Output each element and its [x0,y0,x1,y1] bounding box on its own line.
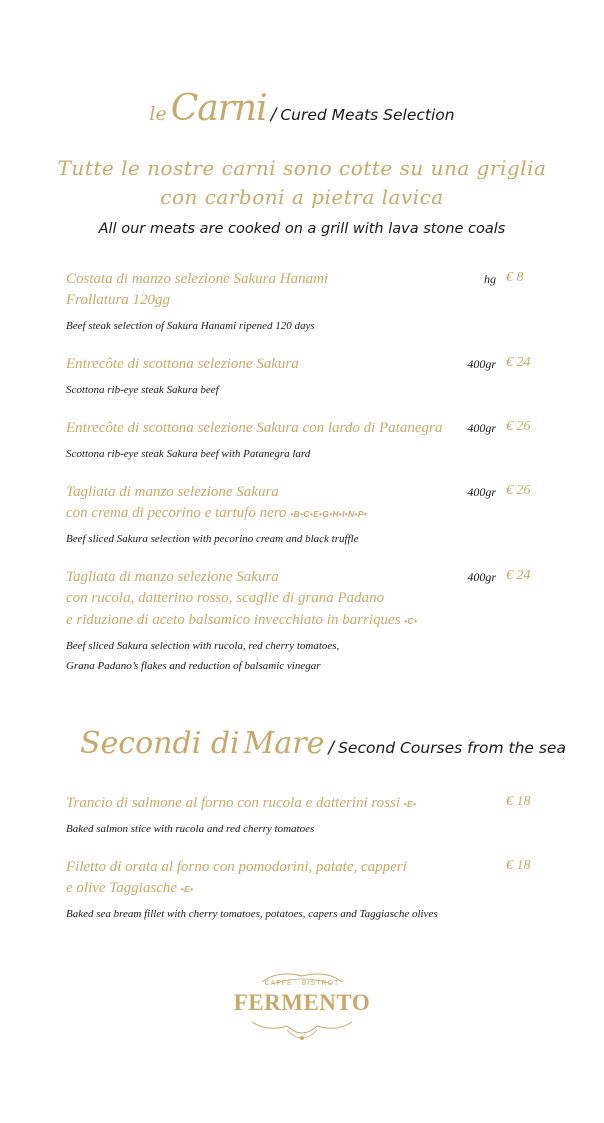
logo-name: FERMENTO [233,990,371,1015]
item-name-line2: con rucola, datterino rosso, scaglie di grana Padano [66,590,385,606]
item-name-line2: e olive Taggiasche [66,880,178,896]
item-price: € 18 [506,858,531,873]
item-name-line1: Costata di manzo selezione Sakura Hanami [66,271,329,287]
title-script-mare: Mare [243,726,325,761]
item-name-line3: e riduzione di aceto balsamico invecchiato in barriques [66,612,401,628]
section-title-mare [80,726,566,761]
item-name-line1: Trancio di salmone al forno con rucola e datterini rossi [66,795,401,811]
item-name-line1: Tagliata di manzo selezione Sakura [66,484,279,500]
item-english: Baked sea bream fillet with cherry tomatoes, potatoes, capers and Taggiasche olives [66,908,438,920]
section-title-carni [0,88,604,129]
item-quantity: 400gr [467,570,496,584]
item-name-line1: Entrecôte di scottona selezione Sakura [66,356,299,372]
title-separator: / [270,105,277,125]
item-price: € 8 [506,270,524,285]
item-english: Beef sliced Sakura selection with pecorino cream and black truffle [66,533,359,545]
item-price: € 24 [506,355,531,370]
item-quantity: hg [484,272,496,286]
item-quantity: 400gr [467,421,496,435]
item-price: € 26 [506,419,531,434]
item-english: Scottona rib-eye steak Sakura beef with Patanegra lard [66,448,311,460]
title-english: Second Courses from the sea [338,739,566,757]
item-quantity: 400gr [467,485,496,499]
item-name-line2: Frollatura 120gg [66,292,171,308]
item-english-line1: Beef sliced Sakura selection with rucola, red cherry tomatoes, [66,640,340,652]
item-price: € 18 [506,794,531,809]
title-script-word: Carni [170,88,267,129]
item-name-line3-wrap [66,610,417,632]
tagline-italian-line1: Tutte le nostre carni sono cotte su una griglia [57,156,547,180]
item-name-line1: Tagliata di manzo selezione Sakura [66,569,279,585]
allergen-codes: •E• [180,884,194,894]
item-name-line2-wrap [66,503,367,525]
item-name-line2: con crema di pecorino e tartufo nero [66,505,287,521]
allergen-codes: •B•C•E•G•H•I•N•P• [290,509,368,519]
tagline-italian-line2: con carboni a pietra lavica [160,185,444,209]
item-english: Baked salmon stice with rucola and red cherry tomatoes [66,823,315,835]
item-name-line1-wrap [66,793,416,815]
item-price: € 26 [506,483,531,498]
item-name-line1: Filetto di orata al forno con pomodorini, patate, capperi [66,859,407,875]
title-small-word: le [149,103,167,125]
tagline-english: All our meats are cooked on a grill with lava stone coals [98,221,506,237]
item-english: Scottona rib-eye steak Sakura beef [66,384,219,396]
item-name-line2-wrap [66,878,193,900]
item-quantity: 400gr [467,357,496,371]
allergen-codes: •C• [404,616,418,626]
item-english: Beef steak selection of Sakura Hanami ripened 120 days [66,320,315,332]
fermento-logo [232,968,372,1048]
title-script-secondi: Secondi di [80,726,240,761]
item-name-line1: Entrecôte di scottona selezione Sakura con lardo di Patanegra [66,420,443,436]
item-price: € 24 [506,568,531,583]
allergen-codes: •E• [403,799,417,809]
item-english-line2: Grana Padano’s flakes and reduction of balsamic vinegar [66,660,321,672]
title-english: Cured Meats Selection [280,106,455,124]
logo-subtitle: CAFFÈ · BISTROT [264,980,340,987]
title-separator: / [328,738,335,758]
